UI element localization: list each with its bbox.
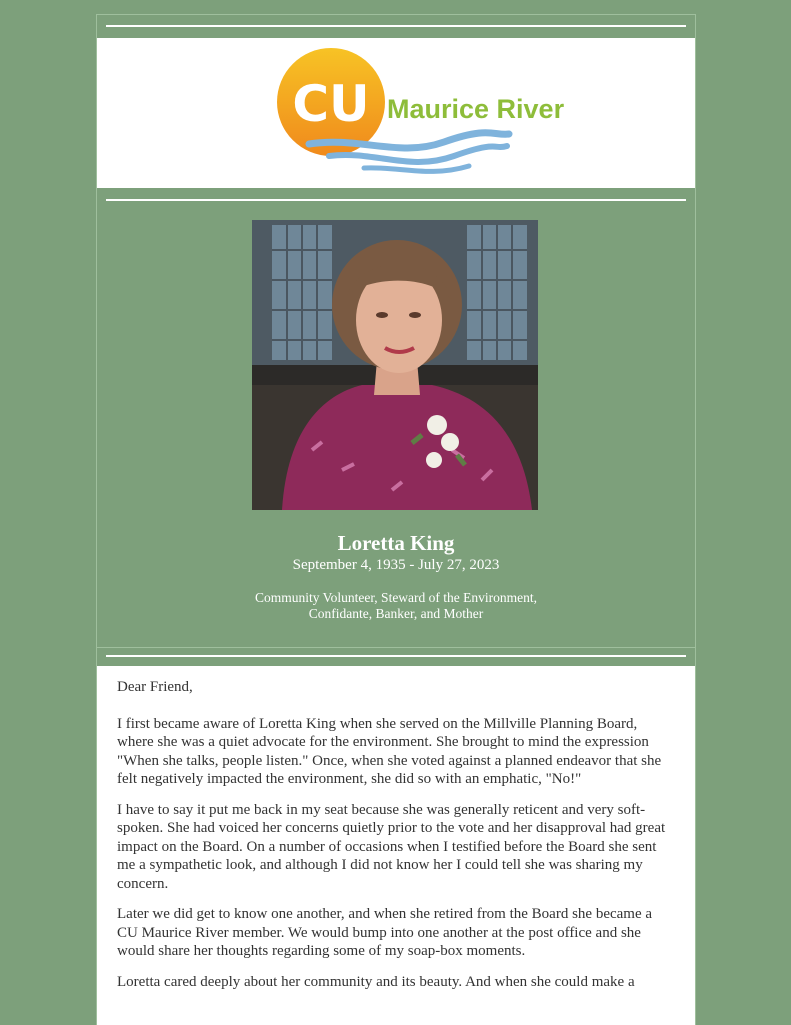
letter-paragraph: Later we did get to know one another, and when she retired from the Board she became a CU Maurice River member. We would bump into one another at the post office and she would share her thoughts regarding some of my soap-box moments. <box>117 906 653 959</box>
memorial-roles <box>97 590 695 622</box>
newsletter-frame <box>96 14 696 1025</box>
logo-name: Maurice River <box>387 94 565 124</box>
salutation: Dear Friend, <box>117 679 193 695</box>
portrait-photo <box>252 220 538 510</box>
lower-divider <box>106 655 686 657</box>
letter-body <box>97 666 695 1025</box>
mid-divider <box>106 199 686 201</box>
logo-letters: CU <box>292 75 370 133</box>
cu-maurice-river-logo <box>269 46 565 178</box>
letter-paragraph: I first became aware of Loretta King when she served on the Millville Planning Board, where she was a quiet advocate for the environment. She brought to mind the expression "When she talks, people listen." Once, when she voted against a planned endeavor that she felt negatively impacted the environment, she did so with an emphatic, "No!" <box>117 715 662 787</box>
role-line-2: Confidante, Banker, and Mother <box>308 606 484 621</box>
top-divider <box>106 25 686 27</box>
role-line-1: Community Volunteer, Steward of the Environment, <box>254 590 538 605</box>
letter-paragraph: Loretta cared deeply about her community and its beauty. And when she could make a <box>117 973 635 990</box>
section-separator <box>97 647 695 648</box>
memorial-name: Loretta King <box>337 531 455 555</box>
memorial-photo <box>252 220 538 510</box>
logo-banner <box>97 38 695 188</box>
letter-paragraph: I have to say it put me back in my seat because she was generally reticent and very soft-spoken. She had voiced her concerns quietly prior to the vote and her disapproval had great impact on the Board. On a number of occasions when I testified before the Board she sent me a sympathetic look, and although I did not know her I could tell she was sharing my concern. <box>117 801 666 892</box>
memorial-dates: September 4, 1935 - July 27, 2023 <box>292 557 500 573</box>
